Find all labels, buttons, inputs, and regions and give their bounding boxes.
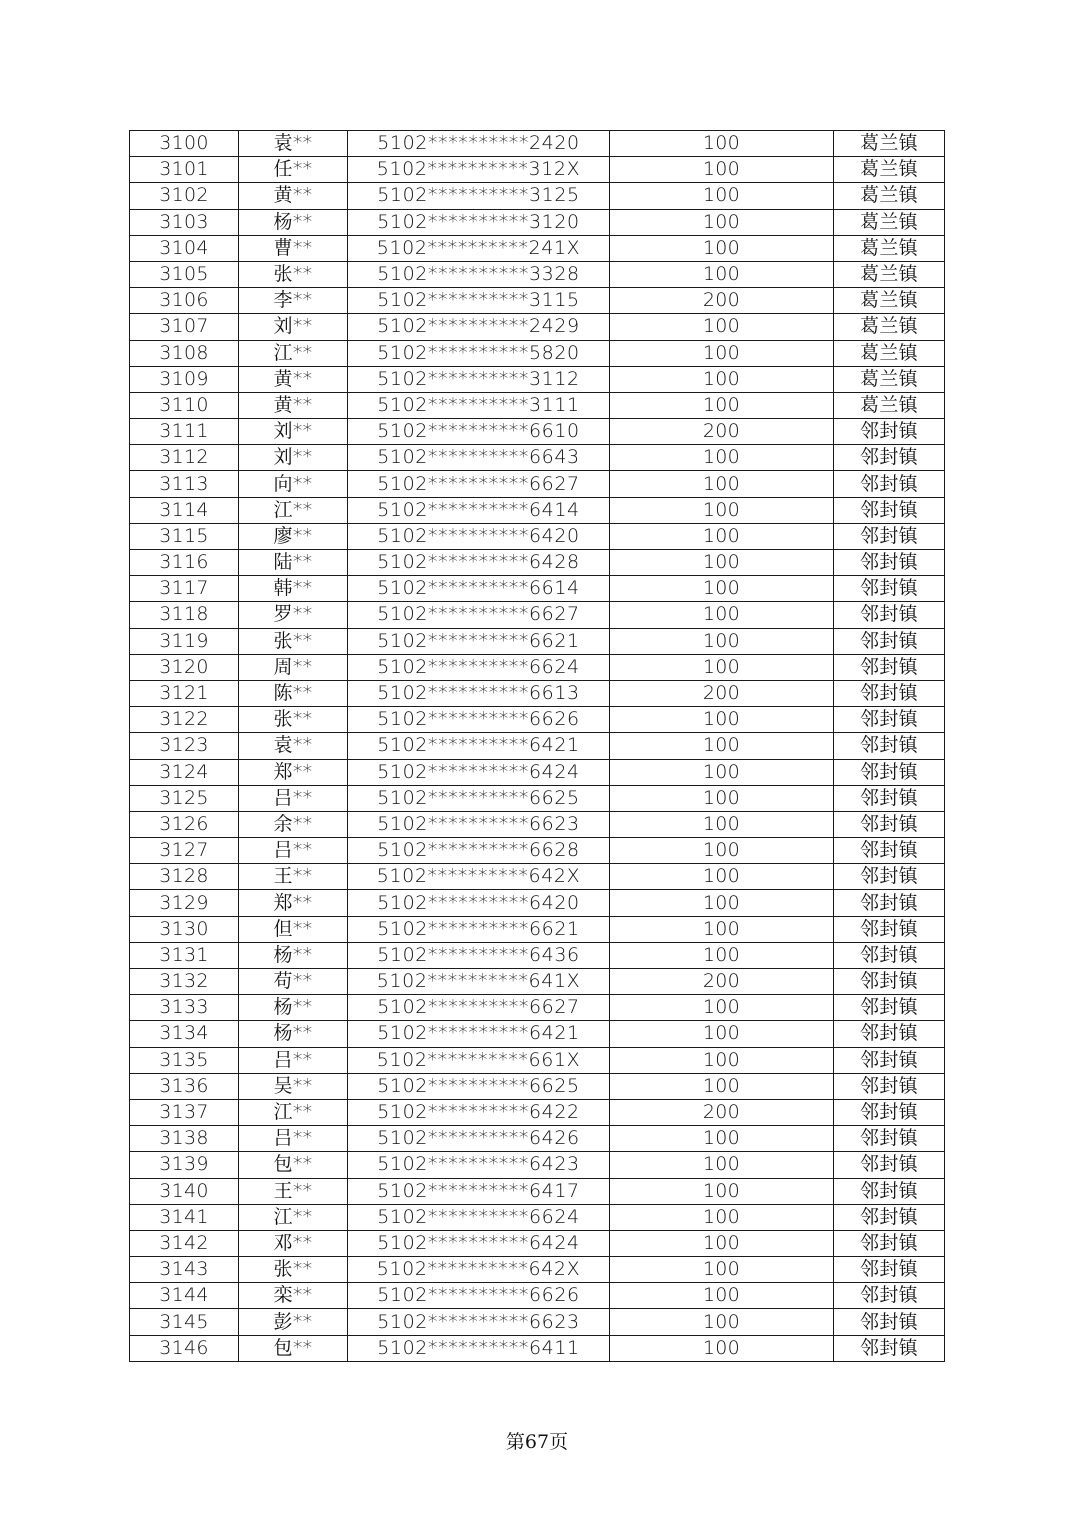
name-cell: 彭**: [239, 1309, 348, 1335]
table-row: [130, 838, 945, 864]
id-number-cell: 5102**********6627: [348, 995, 610, 1021]
amount-cell: 100: [610, 995, 834, 1021]
amount-cell: 100: [610, 1178, 834, 1204]
town-cell: 邻封镇: [834, 445, 945, 471]
town-cell: 邻封镇: [834, 785, 945, 811]
town-cell: 葛兰镇: [834, 131, 945, 157]
name-cell: 张**: [239, 1257, 348, 1283]
name-cell: 刘**: [239, 419, 348, 445]
name-cell: 袁**: [239, 131, 348, 157]
id-number-cell: 5102**********6428: [348, 550, 610, 576]
town-cell: 邻封镇: [834, 471, 945, 497]
table-row: [130, 1073, 945, 1099]
table-row: [130, 261, 945, 287]
id-number-cell: 5102**********6621: [348, 628, 610, 654]
town-cell: 葛兰镇: [834, 235, 945, 261]
amount-cell: 100: [610, 157, 834, 183]
row-number-cell: 3110: [130, 392, 239, 418]
row-number-cell: 3135: [130, 1047, 239, 1073]
town-cell: 葛兰镇: [834, 288, 945, 314]
row-number-cell: 3112: [130, 445, 239, 471]
row-number-cell: 3100: [130, 131, 239, 157]
id-number-cell: 5102**********6628: [348, 838, 610, 864]
town-cell: 邻封镇: [834, 890, 945, 916]
table-row: [130, 157, 945, 183]
row-number-cell: 3101: [130, 157, 239, 183]
row-number-cell: 3144: [130, 1283, 239, 1309]
town-cell: 邻封镇: [834, 680, 945, 706]
row-number-cell: 3134: [130, 1021, 239, 1047]
id-number-cell: 5102**********6424: [348, 759, 610, 785]
id-number-cell: 5102**********6614: [348, 576, 610, 602]
amount-cell: 100: [610, 654, 834, 680]
row-number-cell: 3146: [130, 1335, 239, 1361]
town-cell: 邻封镇: [834, 1309, 945, 1335]
town-cell: 邻封镇: [834, 759, 945, 785]
table-row: [130, 314, 945, 340]
id-number-cell: 5102**********6627: [348, 471, 610, 497]
amount-cell: 200: [610, 288, 834, 314]
amount-cell: 200: [610, 969, 834, 995]
amount-cell: 100: [610, 602, 834, 628]
amount-cell: 100: [610, 942, 834, 968]
table-row: [130, 576, 945, 602]
table-row: [130, 523, 945, 549]
name-cell: 江**: [239, 497, 348, 523]
row-number-cell: 3145: [130, 1309, 239, 1335]
amount-cell: 100: [610, 314, 834, 340]
id-number-cell: 5102**********6626: [348, 1283, 610, 1309]
town-cell: 邻封镇: [834, 602, 945, 628]
name-cell: 江**: [239, 1204, 348, 1230]
row-number-cell: 3103: [130, 209, 239, 235]
table-row: [130, 550, 945, 576]
amount-cell: 100: [610, 235, 834, 261]
id-number-cell: 5102**********6436: [348, 942, 610, 968]
table-row: [130, 392, 945, 418]
row-number-cell: 3132: [130, 969, 239, 995]
row-number-cell: 3102: [130, 183, 239, 209]
id-number-cell: 5102**********6625: [348, 1073, 610, 1099]
table-row: [130, 183, 945, 209]
name-cell: 吴**: [239, 1073, 348, 1099]
table-row: [130, 419, 945, 445]
row-number-cell: 3107: [130, 314, 239, 340]
town-cell: 邻封镇: [834, 1021, 945, 1047]
town-cell: 邻封镇: [834, 1126, 945, 1152]
id-number-cell: 5102**********6417: [348, 1178, 610, 1204]
table-row: [130, 1021, 945, 1047]
id-number-cell: 5102**********6421: [348, 733, 610, 759]
id-number-cell: 5102**********2420: [348, 131, 610, 157]
amount-cell: 200: [610, 419, 834, 445]
row-number-cell: 3130: [130, 916, 239, 942]
amount-cell: 100: [610, 1047, 834, 1073]
amount-cell: 100: [610, 209, 834, 235]
name-cell: 包**: [239, 1152, 348, 1178]
name-cell: 栾**: [239, 1283, 348, 1309]
town-cell: 葛兰镇: [834, 261, 945, 287]
town-cell: 邻封镇: [834, 1230, 945, 1256]
name-cell: 任**: [239, 157, 348, 183]
table-row: [130, 785, 945, 811]
town-cell: 邻封镇: [834, 707, 945, 733]
table-row: [130, 759, 945, 785]
row-number-cell: 3142: [130, 1230, 239, 1256]
table-row: [130, 497, 945, 523]
town-cell: 葛兰镇: [834, 392, 945, 418]
amount-cell: 100: [610, 340, 834, 366]
table-row: [130, 1126, 945, 1152]
id-number-cell: 5102**********6624: [348, 654, 610, 680]
table-row: [130, 471, 945, 497]
name-cell: 吕**: [239, 1126, 348, 1152]
id-number-cell: 5102**********5820: [348, 340, 610, 366]
row-number-cell: 3138: [130, 1126, 239, 1152]
table-row: [130, 340, 945, 366]
table-row: [130, 1283, 945, 1309]
id-number-cell: 5102**********6613: [348, 680, 610, 706]
table-row: [130, 209, 945, 235]
town-cell: 邻封镇: [834, 419, 945, 445]
name-cell: 黄**: [239, 183, 348, 209]
row-number-cell: 3127: [130, 838, 239, 864]
id-number-cell: 5102**********3112: [348, 366, 610, 392]
town-cell: 邻封镇: [834, 916, 945, 942]
id-number-cell: 5102**********6420: [348, 523, 610, 549]
row-number-cell: 3116: [130, 550, 239, 576]
town-cell: 葛兰镇: [834, 314, 945, 340]
row-number-cell: 3122: [130, 707, 239, 733]
row-number-cell: 3128: [130, 864, 239, 890]
table-row: [130, 1309, 945, 1335]
town-cell: 邻封镇: [834, 864, 945, 890]
amount-cell: 100: [610, 759, 834, 785]
id-number-cell: 5102**********6411: [348, 1335, 610, 1361]
row-number-cell: 3133: [130, 995, 239, 1021]
id-number-cell: 5102**********3120: [348, 209, 610, 235]
town-cell: 邻封镇: [834, 1283, 945, 1309]
row-number-cell: 3119: [130, 628, 239, 654]
name-cell: 张**: [239, 707, 348, 733]
row-number-cell: 3104: [130, 235, 239, 261]
table-row: [130, 1257, 945, 1283]
amount-cell: 100: [610, 392, 834, 418]
table-row: [130, 890, 945, 916]
amount-cell: 100: [610, 497, 834, 523]
row-number-cell: 3114: [130, 497, 239, 523]
row-number-cell: 3136: [130, 1073, 239, 1099]
id-number-cell: 5102**********6626: [348, 707, 610, 733]
town-cell: 邻封镇: [834, 1073, 945, 1099]
id-number-cell: 5102**********6426: [348, 1126, 610, 1152]
row-number-cell: 3115: [130, 523, 239, 549]
row-number-cell: 3143: [130, 1257, 239, 1283]
name-cell: 杨**: [239, 995, 348, 1021]
row-number-cell: 3139: [130, 1152, 239, 1178]
page-number: 第67页: [505, 1431, 569, 1453]
amount-cell: 100: [610, 366, 834, 392]
id-number-cell: 5102**********6424: [348, 1230, 610, 1256]
amount-cell: 100: [610, 445, 834, 471]
name-cell: 杨**: [239, 942, 348, 968]
row-number-cell: 3129: [130, 890, 239, 916]
town-cell: 邻封镇: [834, 838, 945, 864]
name-cell: 黄**: [239, 392, 348, 418]
row-number-cell: 3109: [130, 366, 239, 392]
amount-cell: 100: [610, 576, 834, 602]
row-number-cell: 3108: [130, 340, 239, 366]
row-number-cell: 3124: [130, 759, 239, 785]
id-number-cell: 5102**********6621: [348, 916, 610, 942]
amount-cell: 100: [610, 1257, 834, 1283]
id-number-cell: 5102**********6610: [348, 419, 610, 445]
id-number-cell: 5102**********3125: [348, 183, 610, 209]
name-cell: 江**: [239, 340, 348, 366]
name-cell: 杨**: [239, 1021, 348, 1047]
amount-cell: 100: [610, 1230, 834, 1256]
table-row: [130, 1099, 945, 1125]
town-cell: 邻封镇: [834, 1178, 945, 1204]
town-cell: 邻封镇: [834, 550, 945, 576]
id-number-cell: 5102**********6624: [348, 1204, 610, 1230]
name-cell: 周**: [239, 654, 348, 680]
name-cell: 包**: [239, 1335, 348, 1361]
id-number-cell: 5102**********6627: [348, 602, 610, 628]
row-number-cell: 3120: [130, 654, 239, 680]
table-row: [130, 288, 945, 314]
town-cell: 邻封镇: [834, 523, 945, 549]
row-number-cell: 3140: [130, 1178, 239, 1204]
table-row: [130, 628, 945, 654]
name-cell: 王**: [239, 864, 348, 890]
id-number-cell: 5102**********6643: [348, 445, 610, 471]
town-cell: 邻封镇: [834, 969, 945, 995]
name-cell: 刘**: [239, 445, 348, 471]
id-number-cell: 5102**********661X: [348, 1047, 610, 1073]
name-cell: 王**: [239, 1178, 348, 1204]
id-number-cell: 5102**********6420: [348, 890, 610, 916]
table-row: [130, 811, 945, 837]
amount-cell: 100: [610, 628, 834, 654]
table-row: [130, 995, 945, 1021]
amount-cell: 100: [610, 1021, 834, 1047]
town-cell: 葛兰镇: [834, 366, 945, 392]
id-number-cell: 5102**********6423: [348, 1152, 610, 1178]
amount-cell: 100: [610, 550, 834, 576]
town-cell: 邻封镇: [834, 497, 945, 523]
table-row: [130, 1178, 945, 1204]
town-cell: 邻封镇: [834, 1335, 945, 1361]
table-row: [130, 1230, 945, 1256]
id-number-cell: 5102**********641X: [348, 969, 610, 995]
table-row: [130, 366, 945, 392]
row-number-cell: 3137: [130, 1099, 239, 1125]
amount-cell: 100: [610, 131, 834, 157]
amount-cell: 200: [610, 680, 834, 706]
town-cell: 邻封镇: [834, 654, 945, 680]
town-cell: 葛兰镇: [834, 340, 945, 366]
table-row: [130, 131, 945, 157]
amount-cell: 100: [610, 1283, 834, 1309]
amount-cell: 100: [610, 1073, 834, 1099]
name-cell: 江**: [239, 1099, 348, 1125]
amount-cell: 100: [610, 1152, 834, 1178]
table-row: [130, 445, 945, 471]
name-cell: 曹**: [239, 235, 348, 261]
id-number-cell: 5102**********642X: [348, 1257, 610, 1283]
table-row: [130, 969, 945, 995]
table-row: [130, 733, 945, 759]
table-row: [130, 707, 945, 733]
table-row: [130, 680, 945, 706]
town-cell: 邻封镇: [834, 1204, 945, 1230]
name-cell: 邓**: [239, 1230, 348, 1256]
id-number-cell: 5102**********6623: [348, 1309, 610, 1335]
amount-cell: 100: [610, 838, 834, 864]
amount-cell: 100: [610, 1335, 834, 1361]
table-row: [130, 1152, 945, 1178]
name-cell: 苟**: [239, 969, 348, 995]
town-cell: 邻封镇: [834, 942, 945, 968]
town-cell: 邻封镇: [834, 1047, 945, 1073]
name-cell: 廖**: [239, 523, 348, 549]
name-cell: 刘**: [239, 314, 348, 340]
row-number-cell: 3113: [130, 471, 239, 497]
table-row: [130, 1335, 945, 1361]
amount-cell: 100: [610, 1126, 834, 1152]
amount-cell: 100: [610, 785, 834, 811]
amount-cell: 100: [610, 733, 834, 759]
name-cell: 陆**: [239, 550, 348, 576]
name-cell: 吕**: [239, 838, 348, 864]
amount-cell: 100: [610, 707, 834, 733]
name-cell: 张**: [239, 261, 348, 287]
town-cell: 邻封镇: [834, 576, 945, 602]
roster-table-body: [130, 131, 945, 1362]
table-row: [130, 942, 945, 968]
id-number-cell: 5102**********2429: [348, 314, 610, 340]
table-row: [130, 1047, 945, 1073]
roster-table: [129, 130, 945, 1362]
amount-cell: 100: [610, 811, 834, 837]
town-cell: 邻封镇: [834, 1099, 945, 1125]
row-number-cell: 3131: [130, 942, 239, 968]
amount-cell: 100: [610, 1204, 834, 1230]
amount-cell: 100: [610, 523, 834, 549]
amount-cell: 100: [610, 471, 834, 497]
amount-cell: 100: [610, 1309, 834, 1335]
name-cell: 吕**: [239, 1047, 348, 1073]
town-cell: 邻封镇: [834, 733, 945, 759]
town-cell: 葛兰镇: [834, 183, 945, 209]
id-number-cell: 5102**********312X: [348, 157, 610, 183]
id-number-cell: 5102**********3115: [348, 288, 610, 314]
town-cell: 邻封镇: [834, 628, 945, 654]
name-cell: 李**: [239, 288, 348, 314]
id-number-cell: 5102**********6422: [348, 1099, 610, 1125]
row-number-cell: 3117: [130, 576, 239, 602]
row-number-cell: 3118: [130, 602, 239, 628]
table-row: [130, 654, 945, 680]
row-number-cell: 3123: [130, 733, 239, 759]
amount-cell: 100: [610, 261, 834, 287]
row-number-cell: 3141: [130, 1204, 239, 1230]
name-cell: 余**: [239, 811, 348, 837]
row-number-cell: 3106: [130, 288, 239, 314]
id-number-cell: 5102**********3328: [348, 261, 610, 287]
row-number-cell: 3111: [130, 419, 239, 445]
name-cell: 罗**: [239, 602, 348, 628]
table-row: [130, 235, 945, 261]
town-cell: 邻封镇: [834, 1257, 945, 1283]
id-number-cell: 5102**********6625: [348, 785, 610, 811]
town-cell: 邻封镇: [834, 1152, 945, 1178]
name-cell: 吕**: [239, 785, 348, 811]
amount-cell: 100: [610, 890, 834, 916]
amount-cell: 100: [610, 916, 834, 942]
row-number-cell: 3125: [130, 785, 239, 811]
name-cell: 张**: [239, 628, 348, 654]
name-cell: 黄**: [239, 366, 348, 392]
name-cell: 陈**: [239, 680, 348, 706]
id-number-cell: 5102**********6623: [348, 811, 610, 837]
table-row: [130, 1204, 945, 1230]
amount-cell: 100: [610, 864, 834, 890]
table-row: [130, 602, 945, 628]
table-row: [130, 916, 945, 942]
name-cell: 但**: [239, 916, 348, 942]
row-number-cell: 3126: [130, 811, 239, 837]
id-number-cell: 5102**********241X: [348, 235, 610, 261]
id-number-cell: 5102**********6414: [348, 497, 610, 523]
name-cell: 向**: [239, 471, 348, 497]
name-cell: 郑**: [239, 890, 348, 916]
id-number-cell: 5102**********3111: [348, 392, 610, 418]
id-number-cell: 5102**********642X: [348, 864, 610, 890]
town-cell: 葛兰镇: [834, 209, 945, 235]
table-row: [130, 864, 945, 890]
town-cell: 邻封镇: [834, 811, 945, 837]
name-cell: 袁**: [239, 733, 348, 759]
row-number-cell: 3121: [130, 680, 239, 706]
amount-cell: 200: [610, 1099, 834, 1125]
id-number-cell: 5102**********6421: [348, 1021, 610, 1047]
row-number-cell: 3105: [130, 261, 239, 287]
name-cell: 韩**: [239, 576, 348, 602]
town-cell: 邻封镇: [834, 995, 945, 1021]
town-cell: 葛兰镇: [834, 157, 945, 183]
name-cell: 郑**: [239, 759, 348, 785]
amount-cell: 100: [610, 183, 834, 209]
name-cell: 杨**: [239, 209, 348, 235]
